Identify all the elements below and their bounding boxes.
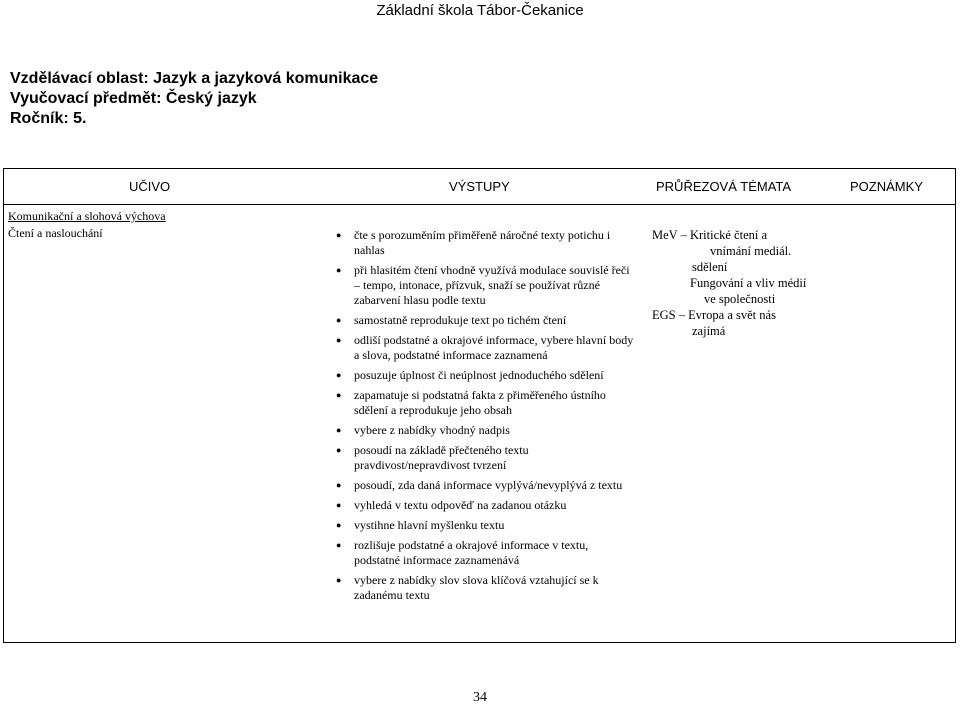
theme-line: vnímání mediál. — [710, 244, 792, 258]
theme-line: sdělení — [692, 260, 728, 274]
outcome-item — [336, 333, 634, 363]
bullet-icon: ● — [336, 445, 342, 455]
outcome-text: vystihne hlavní myšlenku textu — [354, 518, 505, 532]
bullet-icon: ● — [336, 370, 342, 380]
theme-line: Fungování a vliv médií — [690, 276, 807, 290]
curriculum-table — [3, 168, 956, 643]
outcomes-list — [336, 228, 634, 608]
outcome-text: při hlasitém čtení vhodně využívá modulace souvislé řeči – tempo, intonace, přízvuk, snaží se používat různé zabarvení hlasu podle textu — [354, 263, 630, 307]
outcome-text: odliší podstatné a okrajové informace, vybere hlavní body a slova, podstatné informace zaznamená — [354, 333, 634, 362]
bullet-icon: ● — [336, 575, 342, 585]
outcome-text: posoudí na základě přečteného textu pravdivost/nepravdivost tvrzení — [354, 443, 529, 472]
page-number: 34 — [473, 690, 487, 705]
theme-line: ve společnosti — [704, 292, 776, 306]
bullet-icon: ● — [336, 390, 342, 400]
ucivo-subtitle: Čtení a naslouchání — [8, 226, 103, 240]
outcome-item — [336, 518, 634, 533]
outcome-item — [336, 228, 634, 258]
outcome-text: posoudí, zda daná informace vyplývá/nevyplývá z textu — [354, 478, 623, 492]
outcome-item — [336, 388, 634, 418]
outcome-item — [336, 368, 634, 383]
outcome-item — [336, 443, 634, 473]
bullet-icon: ● — [336, 500, 342, 510]
outcome-text: vybere z nabídky vhodný nadpis — [354, 423, 510, 437]
bullet-icon: ● — [336, 540, 342, 550]
outcome-text: posuzuje úplnost či neúplnost jednoduchého sdělení — [354, 368, 604, 382]
outcome-item — [336, 538, 634, 568]
bullet-icon: ● — [336, 335, 342, 345]
theme-line: zajímá — [692, 324, 726, 338]
outcome-item — [336, 498, 634, 513]
grade: Ročník: 5. — [10, 110, 87, 127]
subject-area: Vzdělávací oblast: Jazyk a jazyková komunikace — [10, 70, 379, 87]
outcome-item — [336, 478, 634, 493]
bullet-icon: ● — [336, 480, 342, 490]
subject-name: Vyučovací předmět: Český jazyk — [10, 90, 257, 107]
bullet-icon: ● — [336, 265, 342, 275]
bullet-icon: ● — [336, 520, 342, 530]
outcome-text: vybere z nabídky slov slova klíčová vztahující se k zadanému textu — [354, 573, 599, 602]
bullet-icon: ● — [336, 230, 342, 240]
school-name: Základní škola Tábor-Čekanice — [376, 2, 584, 19]
ucivo-title: Komunikační a slohová výchova — [8, 209, 166, 223]
outcome-text: vyhledá v textu odpověď na zadanou otázku — [354, 498, 567, 512]
column-header-temata: PRŮŘEZOVÁ TÉMATA — [656, 179, 792, 194]
column-header-vystupy: VÝSTUPY — [449, 179, 510, 194]
outcome-item — [336, 423, 634, 438]
bullet-icon: ● — [336, 425, 342, 435]
outcome-item — [336, 573, 634, 603]
bullet-icon: ● — [336, 315, 342, 325]
outcome-text: čte s porozuměním přiměřeně náročné texty potichu i nahlas — [354, 228, 611, 257]
theme-line: MeV – Kritické čtení a — [652, 228, 768, 242]
outcome-text: samostatně reprodukuje text po tichém čtení — [354, 313, 567, 327]
outcome-item — [336, 313, 634, 328]
column-header-ucivo: UČIVO — [129, 179, 171, 194]
column-header-poznamky: POZNÁMKY — [850, 179, 923, 194]
header-divider — [4, 204, 955, 205]
outcome-text: rozlišuje podstatné a okrajové informace v textu, podstatné informace zaznamenává — [354, 538, 589, 567]
outcome-item — [336, 263, 634, 308]
theme-line: EGS – Evropa a svět nás — [652, 308, 776, 322]
outcome-text: zapamatuje si podstatná fakta z přiměřeného ústního sdělení a reprodukuje jeho obsah — [354, 388, 606, 417]
cross-curricular-themes — [652, 227, 822, 339]
